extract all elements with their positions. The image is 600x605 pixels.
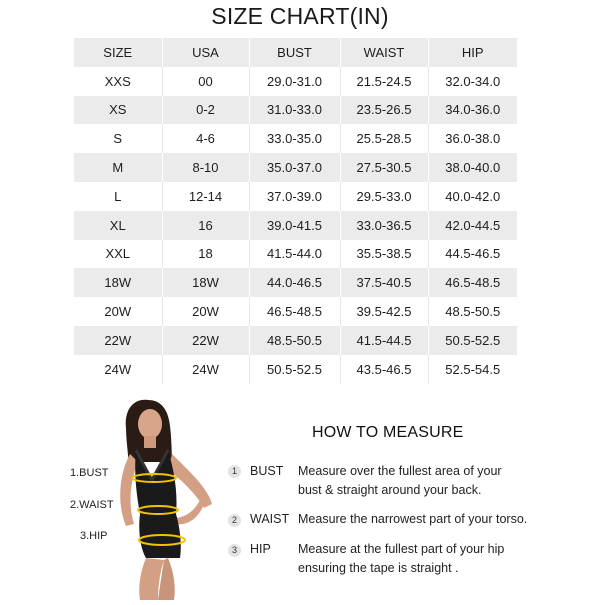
cell-waist: 35.5-38.5 xyxy=(340,240,428,269)
step-1-number: 1 xyxy=(228,465,241,478)
cell-waist: 29.5-33.0 xyxy=(340,182,428,211)
cell-hip: 32.0-34.0 xyxy=(428,67,517,96)
cell-hip: 50.5-52.5 xyxy=(428,326,517,355)
step-1-text-line1: Measure over the fullest area of your xyxy=(298,464,502,478)
size-chart-title: SIZE CHART(IN) xyxy=(211,3,389,29)
step-2-number: 2 xyxy=(228,514,241,527)
cell-size: 24W xyxy=(74,355,162,384)
step-3-number: 3 xyxy=(228,544,241,557)
header-bust: BUST xyxy=(249,38,340,67)
cell-usa: 24W xyxy=(162,355,249,384)
step-1-label: BUST xyxy=(250,464,284,478)
cell-bust: 29.0-31.0 xyxy=(249,67,340,96)
table-row xyxy=(74,211,517,240)
table-row xyxy=(74,67,517,96)
cell-bust: 39.0-41.5 xyxy=(249,211,340,240)
table-row xyxy=(74,182,517,211)
cell-waist: 21.5-24.5 xyxy=(340,67,428,96)
cell-bust: 46.5-48.5 xyxy=(249,297,340,326)
step-1-text-line2: bust & straight around your back. xyxy=(298,483,482,497)
table-row xyxy=(74,240,517,269)
cell-waist: 37.5-40.5 xyxy=(340,268,428,297)
how-to-measure-title: HOW TO MEASURE xyxy=(312,424,464,441)
model-illustration xyxy=(68,392,236,600)
right-forearm-shape xyxy=(174,500,204,524)
cell-size: 22W xyxy=(74,326,162,355)
face-shape xyxy=(138,409,162,439)
cell-hip: 48.5-50.5 xyxy=(428,297,517,326)
cell-hip: 34.0-36.0 xyxy=(428,96,517,125)
cell-size: XXL xyxy=(74,240,162,269)
cell-bust: 33.0-35.0 xyxy=(249,124,340,153)
cell-size: 20W xyxy=(74,297,162,326)
cell-hip: 36.0-38.0 xyxy=(428,124,517,153)
table-header-row xyxy=(74,38,517,67)
table-row xyxy=(74,96,517,125)
cell-size: S xyxy=(74,124,162,153)
cell-waist: 25.5-28.5 xyxy=(340,124,428,153)
model-figure xyxy=(68,392,236,600)
cell-hip: 46.5-48.5 xyxy=(428,268,517,297)
table-row xyxy=(74,153,517,182)
cell-bust: 48.5-50.5 xyxy=(249,326,340,355)
step-3-text-line2: ensuring the tape is straight . xyxy=(298,561,459,575)
cell-waist: 39.5-42.5 xyxy=(340,297,428,326)
table-row xyxy=(74,297,517,326)
cell-usa: 16 xyxy=(162,211,249,240)
cell-size: XL xyxy=(74,211,162,240)
cell-waist: 43.5-46.5 xyxy=(340,355,428,384)
cell-bust: 50.5-52.5 xyxy=(249,355,340,384)
cell-usa: 4-6 xyxy=(162,124,249,153)
cell-bust: 44.0-46.5 xyxy=(249,268,340,297)
cell-waist: 41.5-44.5 xyxy=(340,326,428,355)
cell-usa: 18W xyxy=(162,268,249,297)
cell-usa: 00 xyxy=(162,67,249,96)
hip-label: 3.HIP xyxy=(80,530,108,542)
step-3-text-line1: Measure at the fullest part of your hip xyxy=(298,542,505,556)
table-row xyxy=(74,326,517,355)
table-row xyxy=(74,268,517,297)
cell-size: XXS xyxy=(74,67,162,96)
bust-label: 1.BUST xyxy=(70,467,109,479)
cell-size: M xyxy=(74,153,162,182)
size-chart-table xyxy=(74,38,517,384)
header-usa: USA xyxy=(162,38,249,67)
cell-usa: 12-14 xyxy=(162,182,249,211)
header-size: SIZE xyxy=(74,38,162,67)
step-2-text-line1: Measure the narrowest part of your torso. xyxy=(298,512,528,526)
cell-size: XS xyxy=(74,96,162,125)
cell-usa: 20W xyxy=(162,297,249,326)
cell-size: 18W xyxy=(74,268,162,297)
cell-usa: 8-10 xyxy=(162,153,249,182)
cell-bust: 41.5-44.0 xyxy=(249,240,340,269)
cell-bust: 31.0-33.0 xyxy=(249,96,340,125)
cell-usa: 18 xyxy=(162,240,249,269)
table-row xyxy=(74,355,517,384)
cell-bust: 35.0-37.0 xyxy=(249,153,340,182)
waist-label: 2.WAIST xyxy=(70,499,114,511)
cell-hip: 52.5-54.5 xyxy=(428,355,517,384)
cell-hip: 42.0-44.5 xyxy=(428,211,517,240)
step-3-label: HIP xyxy=(250,542,271,556)
step-2-label: WAIST xyxy=(250,512,290,526)
cell-bust: 37.0-39.0 xyxy=(249,182,340,211)
header-waist: WAIST xyxy=(340,38,428,67)
cell-size: L xyxy=(74,182,162,211)
cell-hip: 38.0-40.0 xyxy=(428,153,517,182)
cell-usa: 22W xyxy=(162,326,249,355)
neck-shape xyxy=(144,436,156,448)
cell-waist: 23.5-26.5 xyxy=(340,96,428,125)
cell-waist: 27.5-30.5 xyxy=(340,153,428,182)
cell-hip: 44.5-46.5 xyxy=(428,240,517,269)
cell-waist: 33.0-36.5 xyxy=(340,211,428,240)
header-hip: HIP xyxy=(428,38,517,67)
cell-usa: 0-2 xyxy=(162,96,249,125)
table-row xyxy=(74,124,517,153)
cell-hip: 40.0-42.0 xyxy=(428,182,517,211)
